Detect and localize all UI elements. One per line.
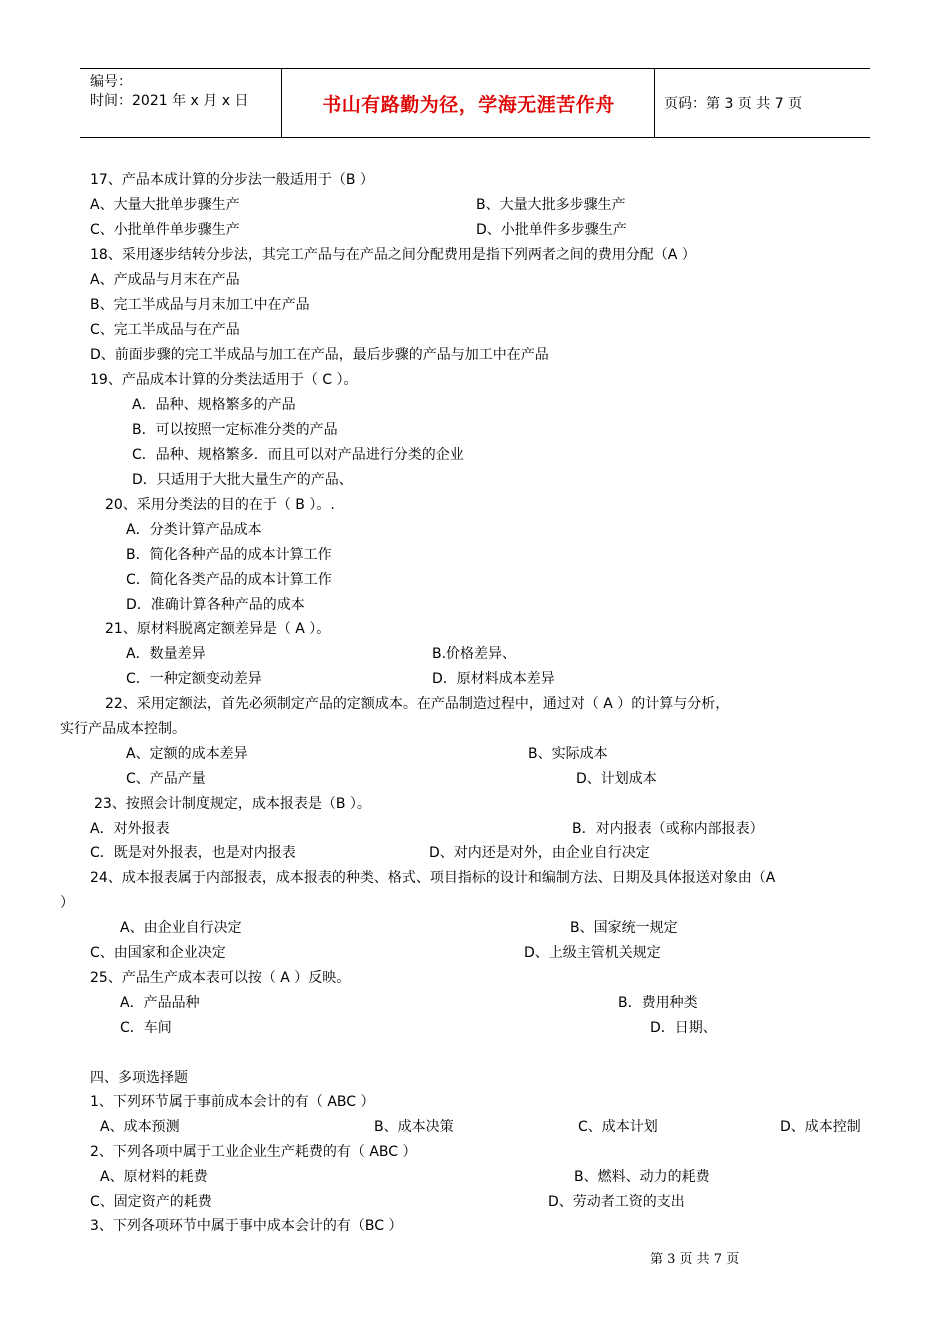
option-b: B、完工半成品与月末加工中在产品 — [90, 297, 310, 313]
option-a: A、原材料的耗费 — [100, 1169, 208, 1185]
page-header — [80, 68, 870, 138]
question-18: 18、采用逐步结转分步法，其完工产品与在产品之间分配费用是指下列两者之间的费用分配（A ） — [90, 247, 696, 263]
question-19: 19、产品成本计算的分类法适用于（ C ）。 — [90, 372, 358, 388]
option-d: D、成本控制 — [780, 1119, 861, 1135]
option-a: A．数量差异 — [126, 646, 206, 662]
page-footer: 第 3 页 共 7 页 — [650, 1252, 740, 1267]
question-multi-1: 1、下列环节属于事前成本会计的有（ ABC ） — [90, 1094, 375, 1110]
option-b: B．对内报表（或称内部报表） — [572, 821, 764, 837]
question-20: 20、采用分类法的目的在于（ B ）。. — [105, 497, 335, 513]
option-b: B、国家统一规定 — [570, 920, 678, 936]
header-motto: 书山有路勤为径，学海无涯苦作舟 — [322, 93, 615, 116]
option-d: D、上级主管机关规定 — [524, 945, 661, 961]
option-d: D、前面步骤的完工半成品与加工在产品，最后步骤的产品与加工中在产品 — [90, 347, 549, 363]
option-c: C、产品产量 — [126, 771, 206, 787]
question-22-continued: 实行产品成本控制。 — [60, 721, 186, 737]
question-multi-2: 2、下列各项中属于工业企业生产耗费的有（ ABC ） — [90, 1144, 417, 1160]
option-d: D．原材料成本差异 — [432, 671, 555, 687]
option-a: A．品种、规格繁多的产品 — [132, 397, 296, 413]
option-d: D、对内还是对外，由企业自行决定 — [429, 845, 650, 861]
question-22: 22、采用定额法，首先必须制定产品的定额成本。在产品制造过程中，通过对（ A ）的计算与分析， — [105, 696, 730, 712]
option-a: A、产成品与月末在产品 — [90, 272, 240, 288]
header-meta — [90, 73, 248, 111]
option-b: B．费用种类 — [618, 995, 698, 1011]
option-d: D、小批单件多步骤生产 — [476, 222, 627, 238]
header-divider — [654, 69, 655, 137]
question-17: 17、产品本成计算的分步法一般适用于（B ） — [90, 172, 374, 188]
option-d: D．只适用于大批大量生产的产品、 — [132, 472, 353, 488]
option-c: C、固定资产的耗费 — [90, 1194, 212, 1210]
option-a: A．分类计算产品成本 — [126, 522, 262, 538]
option-c: C．车间 — [120, 1020, 172, 1036]
question-multi-3: 3、下列各项环节中属于事中成本会计的有（BC ） — [90, 1218, 403, 1234]
number-label: 编号： — [90, 74, 132, 90]
option-a: A、成本预测 — [100, 1119, 180, 1135]
question-23: 23、按照会计制度规定，成本报表是（B ）。 — [94, 796, 371, 812]
option-c: C、小批单件单步骤生产 — [90, 222, 240, 238]
date-line: 时间：2021 年 x 月 x 日 — [90, 93, 249, 109]
header-page-info: 页码：第 3 页 共 7 页 — [664, 96, 803, 112]
option-c: C．一种定额变动差异 — [126, 671, 262, 687]
option-c: C．简化各类产品的成本计算工作 — [126, 572, 332, 588]
option-a: A、由企业自行决定 — [120, 920, 242, 936]
option-c: C．既是对外报表，也是对内报表 — [90, 845, 296, 861]
question-24: 24、成本报表属于内部报表，成本报表的种类、格式、项目指标的设计和编制方法、日期及具体报送对象由（A — [90, 870, 776, 886]
option-d: D．准确计算各种产品的成本 — [126, 597, 305, 613]
option-b: B、大量大批多步骤生产 — [476, 197, 626, 213]
option-a: A．对外报表 — [90, 821, 170, 837]
question-25: 25、产品生产成本表可以按（ A ）反映。 — [90, 970, 351, 986]
option-b: B．简化各种产品的成本计算工作 — [126, 547, 332, 563]
option-a: A、定额的成本差异 — [126, 746, 248, 762]
question-24-continued: ） — [60, 895, 74, 911]
question-21: 21、原材料脱离定额差异是（ A ）。 — [105, 621, 331, 637]
option-c: C、完工半成品与在产品 — [90, 322, 240, 338]
option-b: B、实际成本 — [528, 746, 608, 762]
option-a: A、大量大批单步骤生产 — [90, 197, 240, 213]
option-d: D．日期、 — [650, 1020, 717, 1036]
option-a: A．产品品种 — [120, 995, 200, 1011]
option-c: C．品种、规格繁多．而且可以对产品进行分类的企业 — [132, 447, 464, 463]
option-b: B、成本决策 — [374, 1119, 454, 1135]
option-b: B.价格差异、 — [432, 646, 517, 662]
section-heading: 四、多项选择题 — [90, 1070, 188, 1086]
option-c: C、由国家和企业决定 — [90, 945, 226, 961]
option-c: C、成本计划 — [578, 1119, 658, 1135]
option-d: D、计划成本 — [576, 771, 657, 787]
option-b: B、燃料、动力的耗费 — [574, 1169, 710, 1185]
option-b: B．可以按照一定标准分类的产品 — [132, 422, 338, 438]
option-d: D、劳动者工资的支出 — [548, 1194, 685, 1210]
